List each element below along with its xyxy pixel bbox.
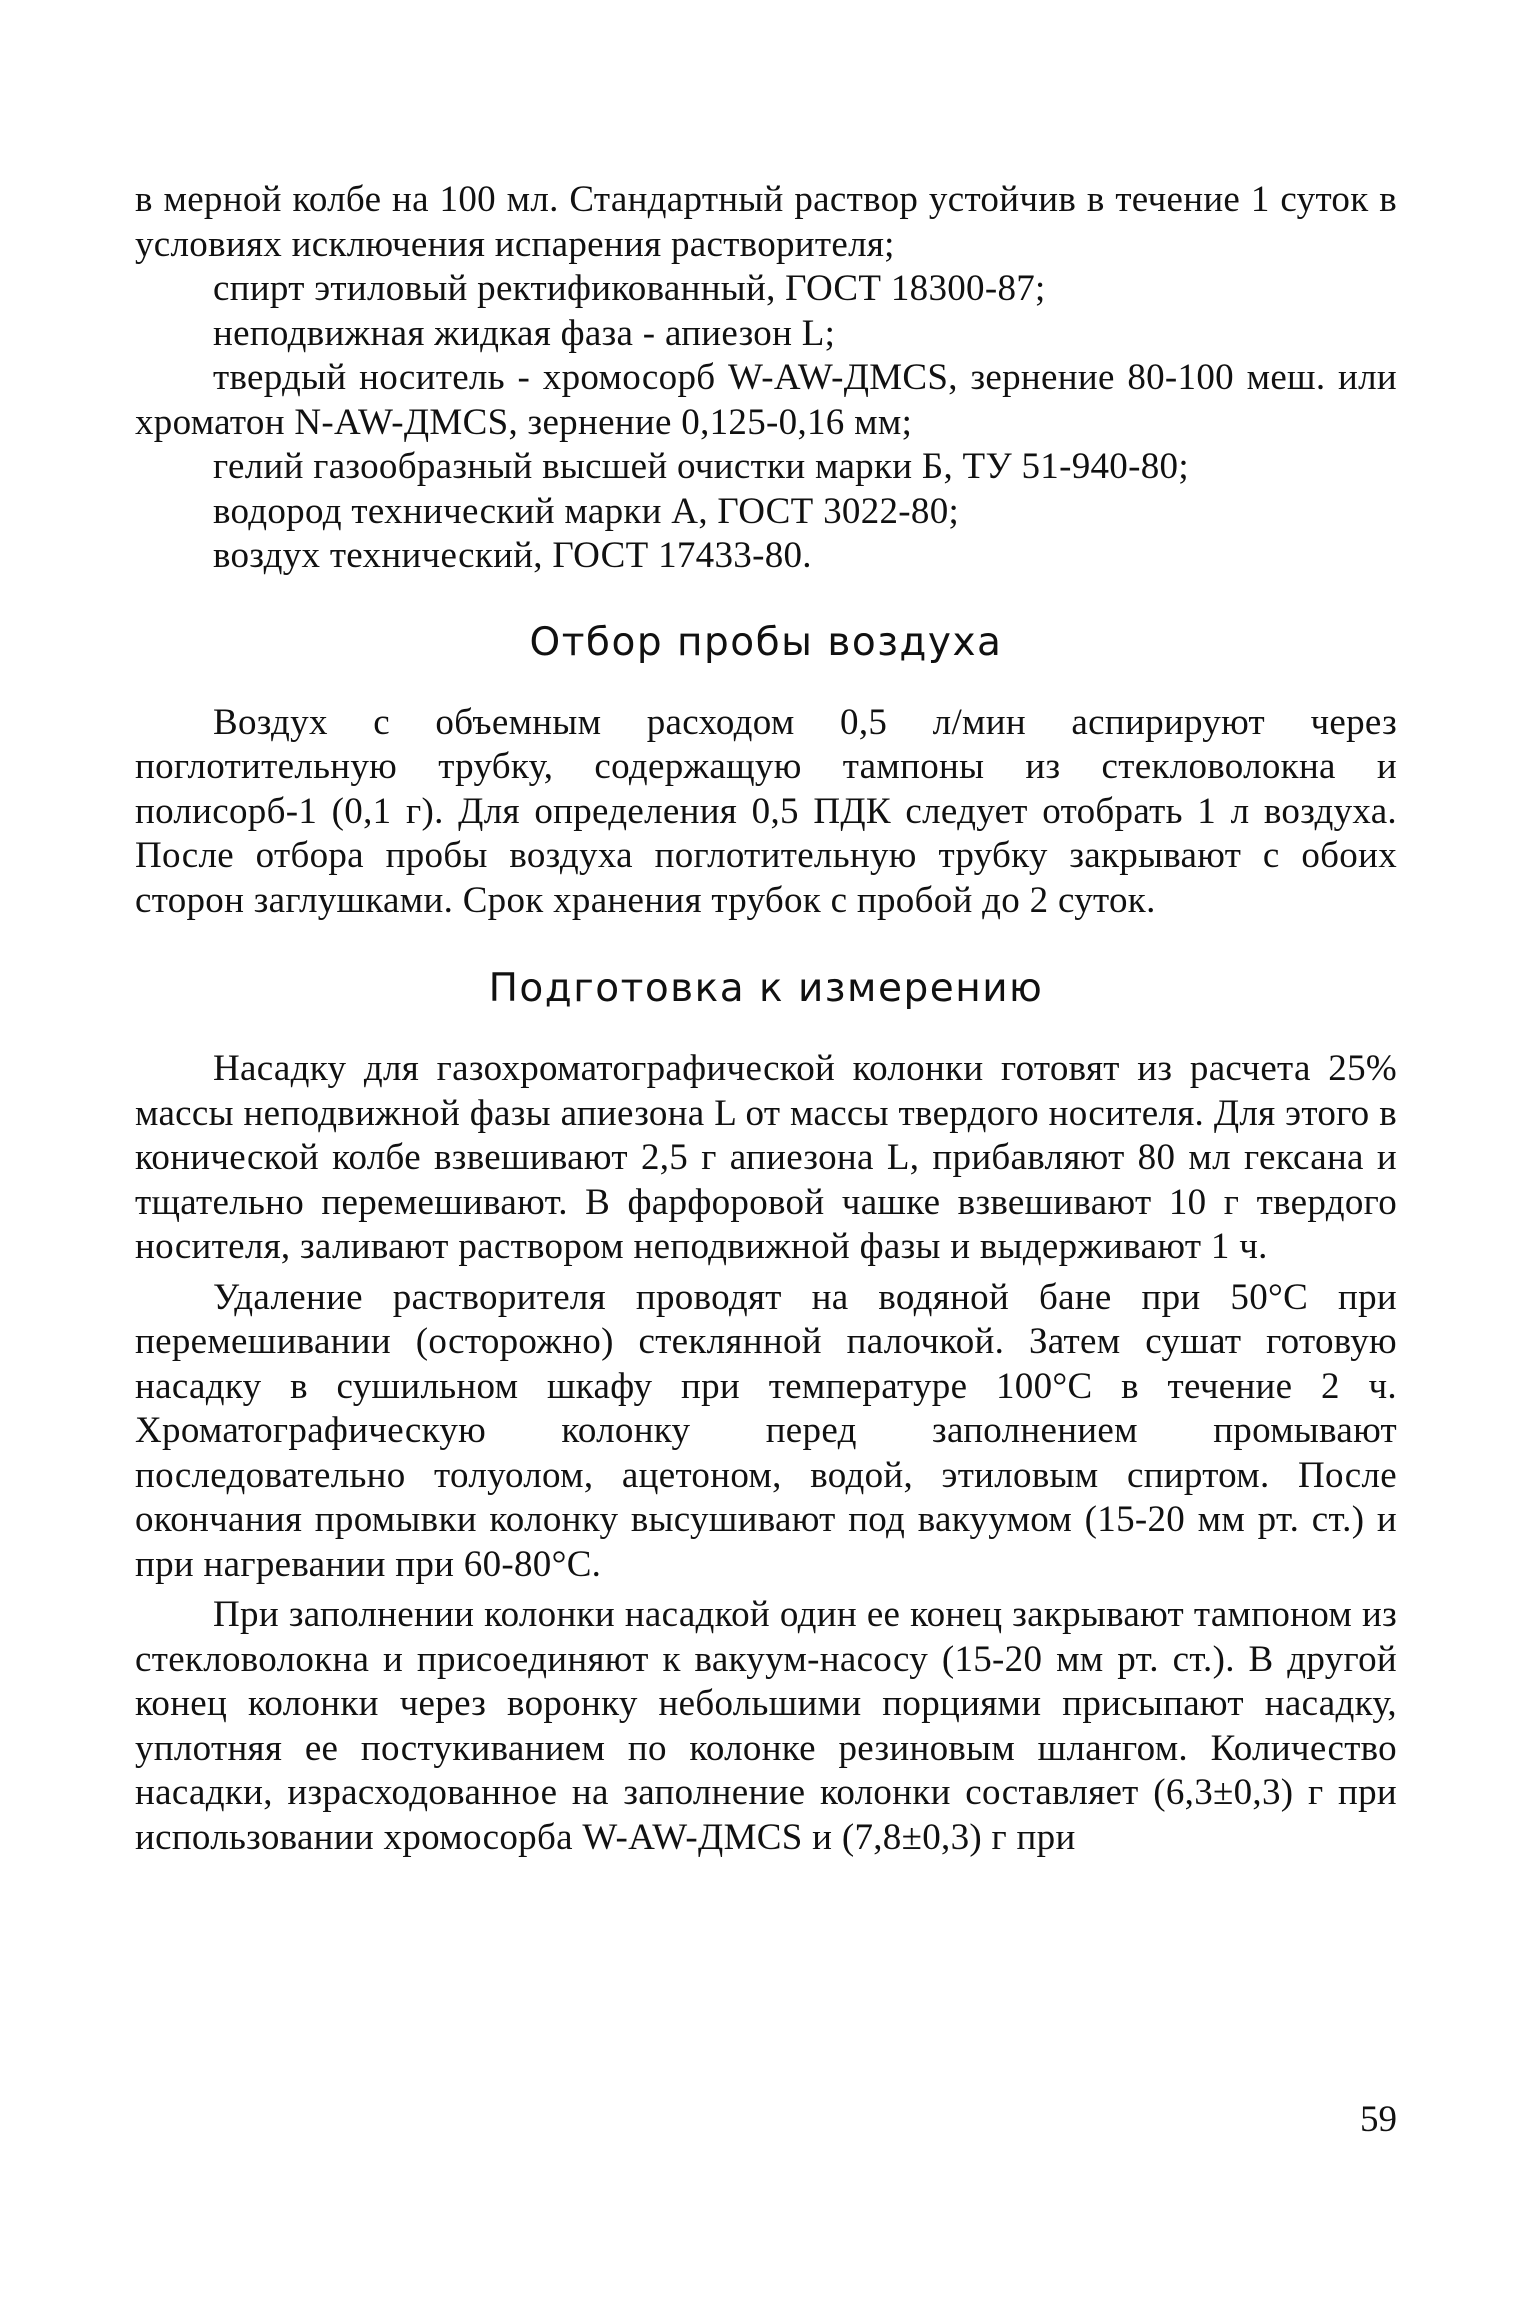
reagent-item-ethanol: спирт этиловый ректификованный, ГОСТ 18300-87; <box>213 268 1046 309</box>
preparation-paragraph-3: При заполнении колонки насадкой один ее конец закрывают тампоном из стекловолокна и присоединяют к вакуум-насосу (15-20 мм рт. ст.). В другой конец колонки через воронку небольшими порциями присыпают насадку, уплотняя ее постукиванием по колонке резиновым шлангом. Количество насадки, израсходованное на заполнение колонки составляет (6,3±0,3) г при использовании хромосорба W-AW-ДМCS и (7,8±0,3) г при <box>135 1594 1397 1858</box>
preparation-paragraph-2: Удаление растворителя проводят на водяной бане при 50°С при перемешивании (осторожно) стеклянной палочкой. Затем сушат готовую насадку в сушильном шкафу при температуре 100°С в течение 2 ч. Хроматографическую колонку перед заполнением промывают последовательно толуолом, ацетоном, водой, этиловым спиртом. После окончания промывки колонку высушивают под вакуумом (15-20 мм рт. ст.) и при нагревании при 60-80°С. <box>135 1276 1397 1585</box>
page-number: 59 <box>1360 2099 1397 2140</box>
section-heading-preparation: Подготовка к измерению <box>488 966 1044 1011</box>
reagent-item-hydrogen: водород технический марки А, ГОСТ 3022-80; <box>213 490 960 532</box>
sampling-paragraph: Воздух с объемным расходом 0,5 л/мин аспирируют через поглотительную трубку, содержащую тампоны из стекловолокна и полисорб-1 (0,1 г). Для определения 0,5 ПДК следует отобрать 1 л воздуха. После отбора пробы воздуха поглотительную трубку закрывают с обоих сторон заглушками. Срок хранения трубок с пробой до 2 суток. <box>135 701 1397 921</box>
intro-paragraph: в мерной колбе на 100 мл. Стандартный раствор устойчив в течение 1 суток в условиях исключения испарения растворителя; <box>135 179 1397 265</box>
reagent-item-helium: гелий газообразный высшей очистки марки Б, ТУ 51-940-80; <box>213 446 1189 487</box>
page-content <box>135 178 1397 1860</box>
preparation-paragraph-1: Насадку для газохроматографической колонки готовят из расчета 25% массы неподвижной фазы апиезона L от массы твердого носителя. Для этого в конической колбе взвешивают 2,5 г апиезона L, прибавляют 80 мл гексана и тщательно перемешивают. В фарфоровой чашке взвешивают 10 г твердого носителя, заливают раствором неподвижной фазы и выдерживают 1 ч. <box>135 1048 1397 1267</box>
reagent-item-liquid-phase: неподвижная жидкая фаза - апиезон L; <box>213 312 836 354</box>
reagent-item-solid-support: твердый носитель - хромосорб W-AW-ДМCS, зернение 80-100 меш. или хроматон N-AW-ДМCS, зернение 0,125-0,16 мм; <box>135 357 1397 443</box>
section-heading-sampling: Отбор пробы воздуха <box>529 619 1003 665</box>
reagent-item-air: воздух технический, ГОСТ 17433-80. <box>213 535 812 576</box>
